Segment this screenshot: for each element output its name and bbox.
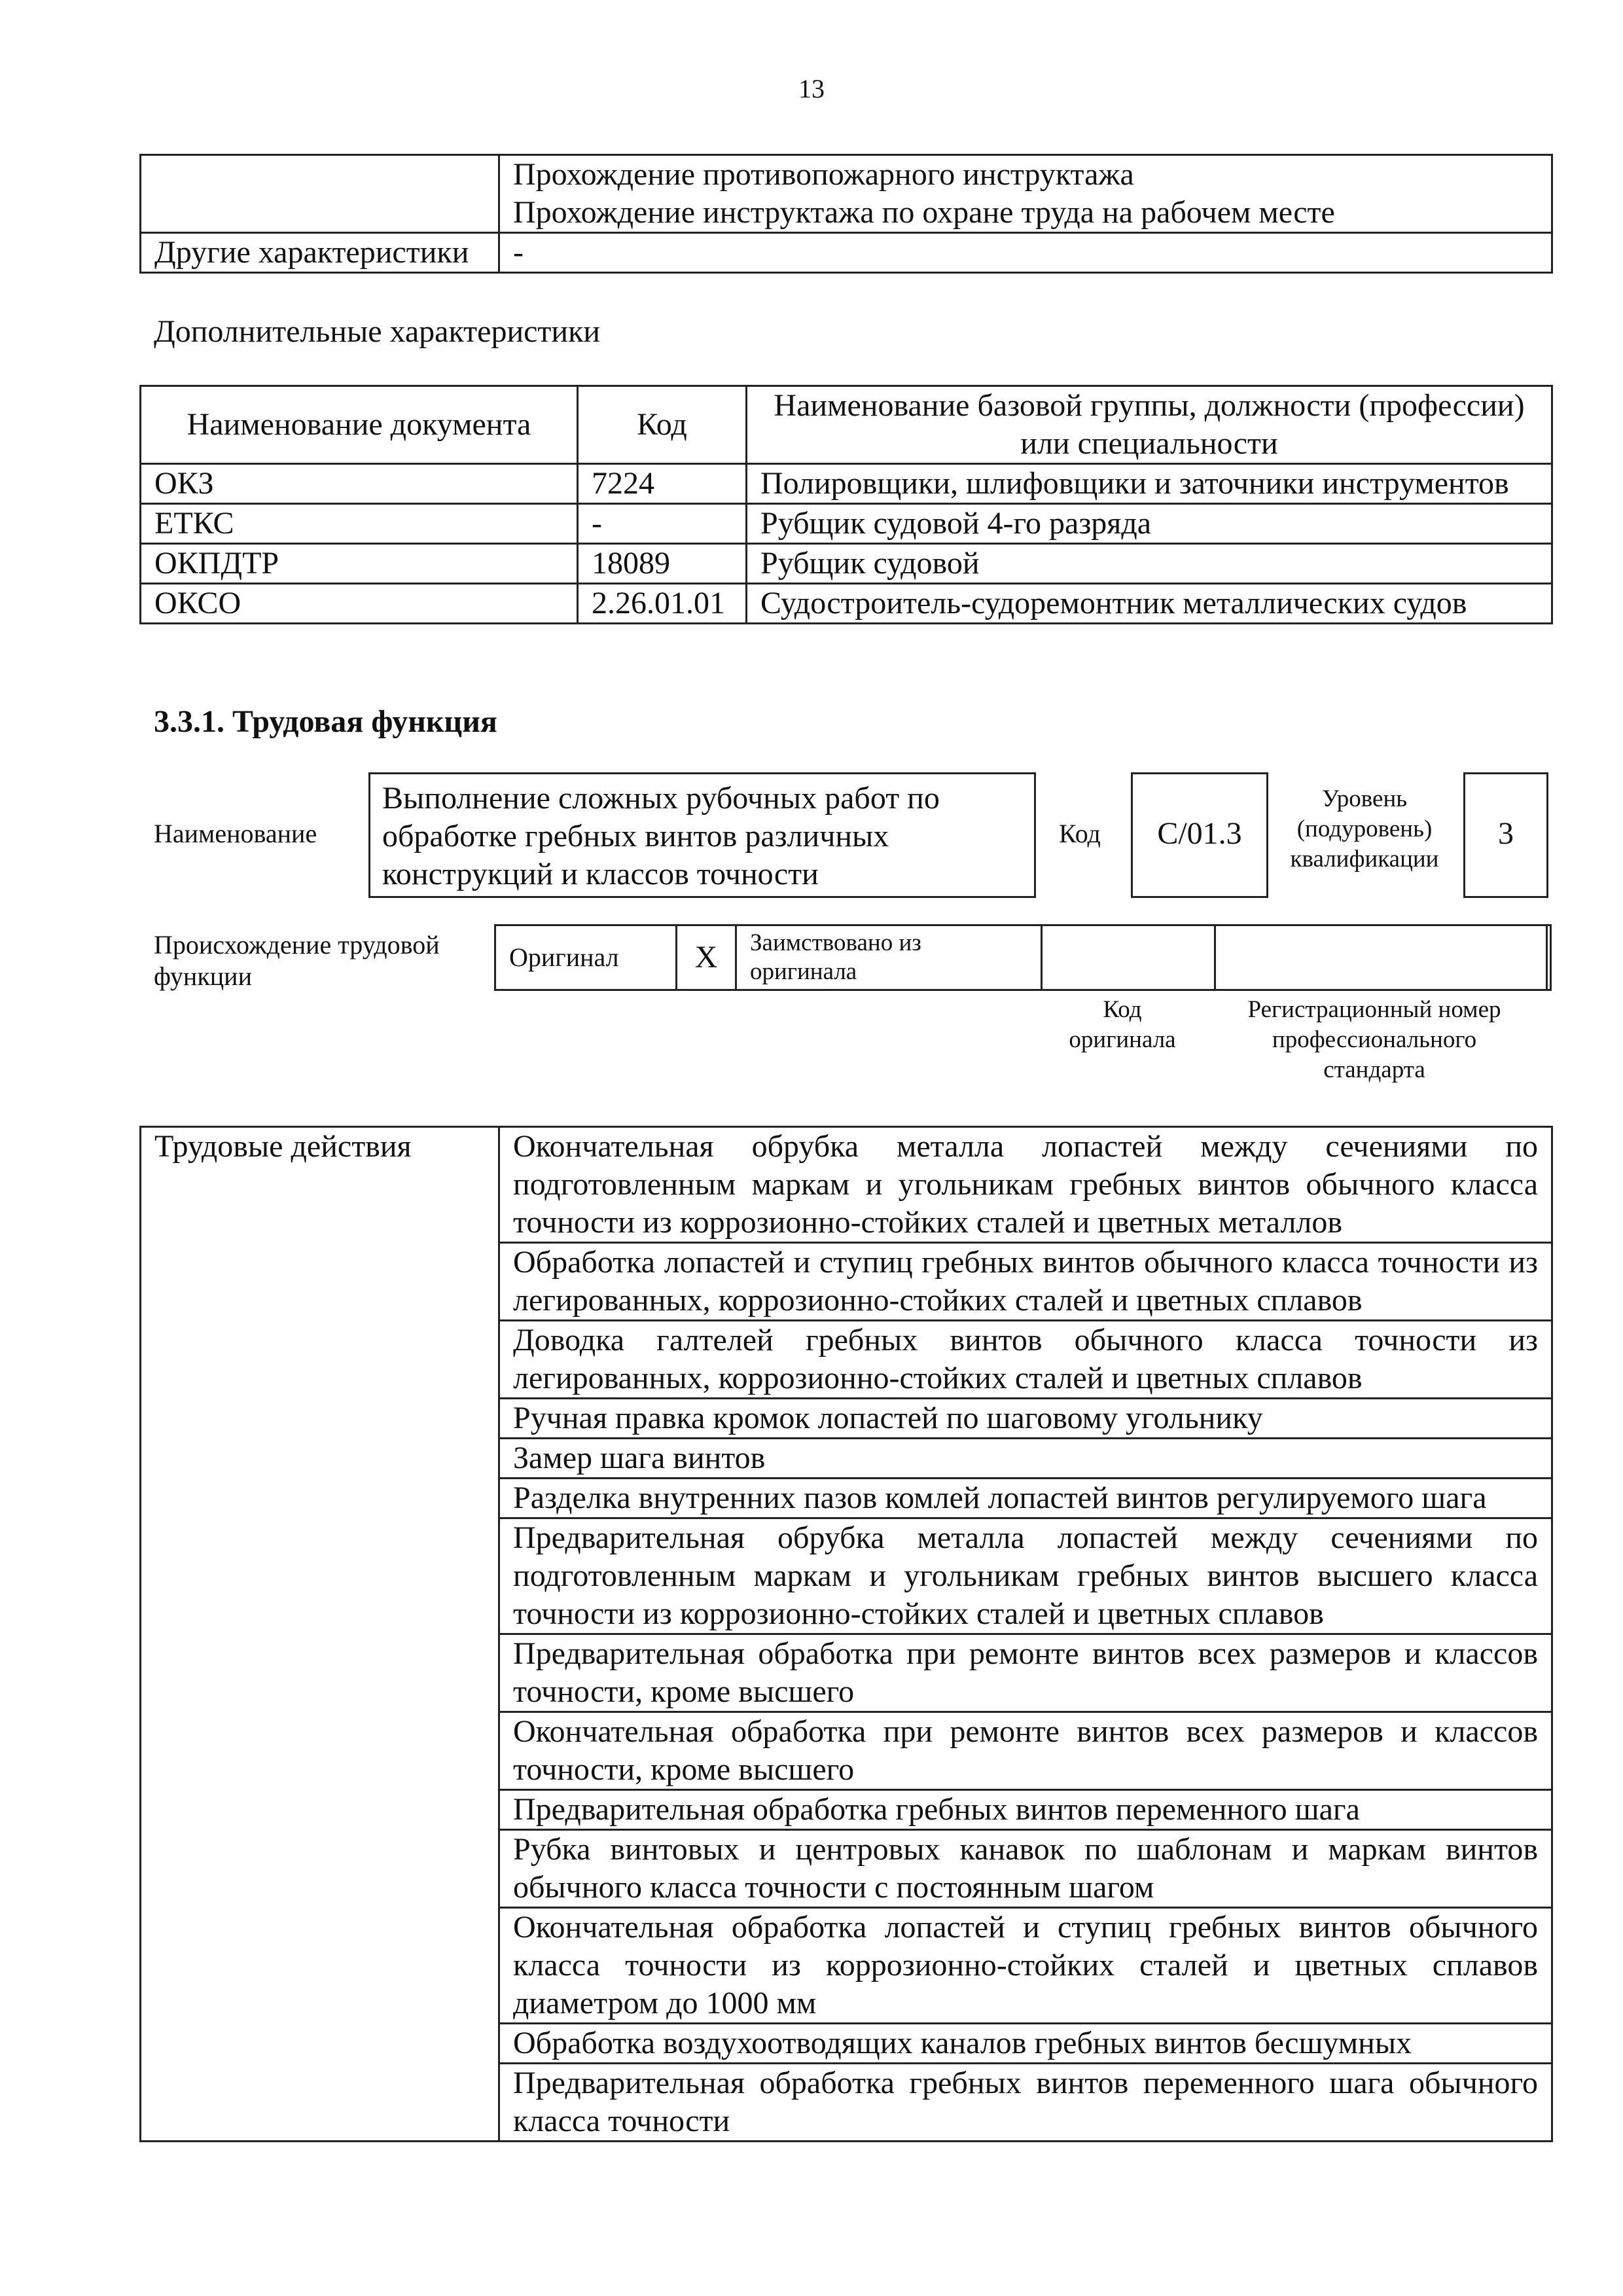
table-cell: 2.26.01.01: [578, 584, 747, 624]
table-cell-value: -: [499, 233, 1552, 273]
labor-action-item: Окончательная обрубка металла лопастей между сечениями по подготовленным маркам и угольникам гребных винтов обычного класса точности из коррозионно-стойких сталей и цветных металлов: [499, 1127, 1552, 1243]
labor-action-item: Предварительная обработка при ремонте винтов всех размеров и классов точности, кроме высшего: [499, 1634, 1552, 1712]
column-header: Наименование документа: [141, 386, 578, 464]
origin-original-label: Оригинал: [509, 942, 619, 972]
origin-reg-cell: [1214, 924, 1552, 991]
origin-mark-cell: [675, 924, 737, 991]
instruction-line: Прохождение инструктажа по охране труда на рабочем месте: [513, 195, 1335, 230]
table-cell-label: [141, 155, 499, 233]
labor-actions-table: [139, 1126, 1553, 2142]
function-name-label: Наименование: [154, 819, 317, 848]
labor-action-item: Рубка винтовых и центровых канавок по шаблонам и маркам винтов обычного класса точности с постоянным шагом: [499, 1830, 1552, 1908]
column-header: Код: [578, 386, 747, 464]
labor-action-item: Обработка лопастей и ступиц гребных винтов обычного класса точности из легированных, коррозионно-стойких сталей и цветных сплавов: [499, 1243, 1552, 1321]
labor-action-item: Окончательная обработка лопастей и ступиц гребных винтов обычного класса точности из коррозионно-стойких сталей и цветных сплавов диаметром до 1000 мм: [499, 1908, 1552, 2024]
table-cell: ЕТКС: [141, 504, 578, 544]
table-cell: Судостроитель-судоремонтник металлических судов: [747, 584, 1552, 624]
table-row: [141, 544, 1552, 584]
table-cell: 18089: [578, 544, 747, 584]
labor-action-item: Разделка внутренних пазов комлей лопастей винтов регулируемого шага: [499, 1479, 1552, 1518]
qualification-level-box: [1463, 772, 1548, 898]
table-cell: Рубщик судовой: [747, 544, 1552, 584]
table-cell-value: [499, 155, 1552, 233]
labor-action-item: Предварительная обрубка металла лопастей между сечениями по подготовленным маркам и угольникам гребных винтов высшего класса точности из коррозионно-стойких сталей и цветных сплавов: [499, 1518, 1552, 1634]
origin-code-caption: Код оригинала: [1069, 996, 1176, 1053]
instruction-line: Прохождение противопожарного инструктажа: [513, 157, 1134, 192]
labor-action-item: Обработка воздухоотводящих каналов гребных винтов бесшумных: [499, 2024, 1552, 2064]
table-cell: ОКПДТР: [141, 544, 578, 584]
section-title: Дополнительные характеристики: [154, 314, 601, 349]
function-name-box: [368, 772, 1036, 898]
origin-borrowed-label: Заимствовано из оригинала: [750, 929, 921, 985]
origin-label: Происхождение трудовой функции: [154, 930, 440, 991]
table-row: [141, 233, 1552, 273]
qualification-level-label: Уровень (подуровень) квалификации: [1290, 785, 1439, 872]
origin-mark: X: [694, 940, 718, 975]
labor-action-item: Окончательная обработка при ремонте винтов всех размеров и классов точности, кроме высшего: [499, 1712, 1552, 1790]
table-header-row: [141, 386, 1552, 464]
origin-original-cell: [494, 924, 677, 991]
table-row: [141, 464, 1552, 504]
top-table: [139, 154, 1553, 274]
table-cell: -: [578, 504, 747, 544]
function-name-value: Выполнение сложных рубочных работ по обработке гребных винтов различных конструкций и классов точности: [382, 781, 940, 891]
table-cell: Рубщик судовой 4-го разряда: [747, 504, 1552, 544]
function-heading: 3.3.1. Трудовая функция: [154, 704, 497, 739]
origin-reg-caption: Регистрационный номер профессионального стандарта: [1247, 996, 1501, 1083]
additional-table: [139, 385, 1553, 624]
table-row: [141, 504, 1552, 544]
column-header: Наименование базовой группы, должности (профессии) или специальности: [747, 386, 1552, 464]
table-row: [141, 155, 1552, 233]
origin-code-cell: [1041, 924, 1216, 991]
labor-action-item: Замер шага винтов: [499, 1439, 1552, 1479]
function-code-value: C/01.3: [1157, 816, 1242, 851]
table-cell: Полировщики, шлифовщики и заточники инструментов: [747, 464, 1552, 504]
table-cell: 7224: [578, 464, 747, 504]
qualification-level-value: 3: [1498, 816, 1514, 851]
function-code-box: [1131, 772, 1268, 898]
table-cell: ОКЗ: [141, 464, 578, 504]
table-row: [141, 584, 1552, 624]
origin-borrowed-cell: [735, 924, 1043, 991]
table-cell-label: Другие характеристики: [141, 233, 499, 273]
labor-action-item: Ручная правка кромок лопастей по шаговому угольнику: [499, 1399, 1552, 1439]
labor-actions-label: Трудовые действия: [141, 1127, 499, 2142]
labor-action-item: Предварительная обработка гребных винтов переменного шага обычного класса точности: [499, 2064, 1552, 2142]
labor-action-item: Предварительная обработка гребных винтов переменного шага: [499, 1790, 1552, 1830]
function-code-label: Код: [1059, 819, 1101, 848]
origin-box: [494, 924, 1548, 991]
labor-action-item: Доводка галтелей гребных винтов обычного класса точности из легированных, коррозионно-стойких сталей и цветных сплавов: [499, 1321, 1552, 1399]
table-row: [141, 1127, 1552, 1243]
page-number: 13: [798, 74, 825, 103]
table-cell: ОКСО: [141, 584, 578, 624]
